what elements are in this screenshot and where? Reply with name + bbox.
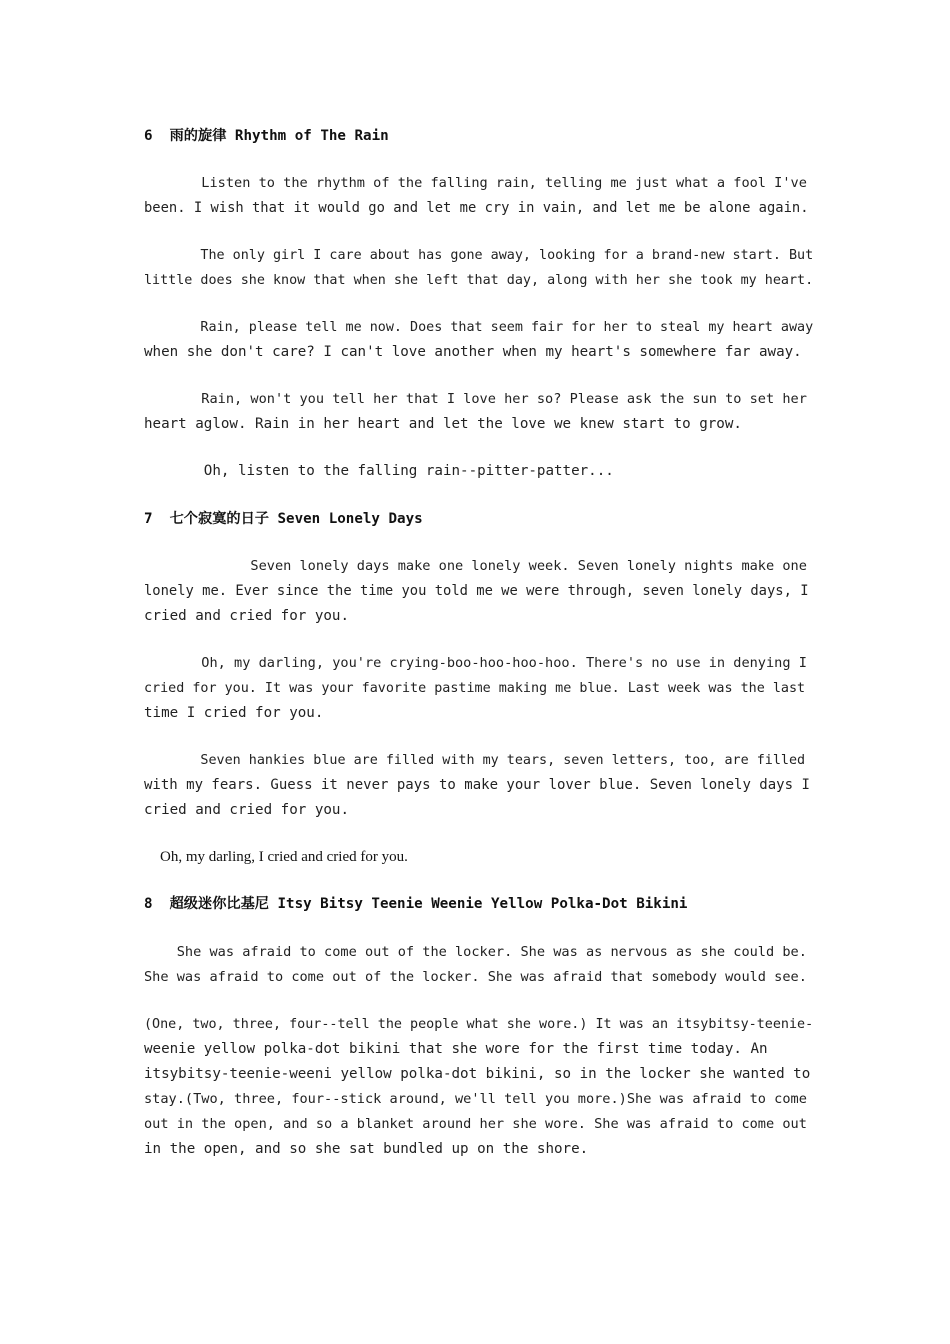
text-line: (One, two, three, four--tell the people what she wore.) It was an itsybitsy-teenie- [144, 1017, 814, 1032]
text-line: itsybitsy-teenie-weeni yellow polka-dot bikini, so in the locker she wanted to [144, 1066, 811, 1082]
text-line: with my fears. Guess it never pays to make your lover blue. Seven lonely days I [144, 777, 810, 793]
section-heading: 7 七个寂寞的日子 Seven Lonely Days [144, 511, 423, 527]
section-heading: 6 雨的旋律 Rhythm of The Rain [144, 128, 389, 144]
text-line: She was afraid to come out of the locker. She was afraid that somebody would see. [144, 969, 807, 985]
text-line: cried and cried for you. [144, 802, 349, 818]
section-heading: 8 超级迷你比基尼 Itsy Bitsy Teenie Weenie Yellow Polka-Dot Bikini [144, 896, 688, 912]
text-line: cried and cried for you. [144, 608, 349, 624]
text-line: Oh, my darling, I cried and cried for you. [160, 849, 408, 865]
text-line: stay.(Two, three, four--stick around, we'll tell you more.)She was afraid to come [144, 1091, 807, 1107]
text-line: Oh, listen to the falling rain--pitter-patter... [144, 463, 614, 479]
text-line: She was afraid to come out of the locker. She was as nervous as she could be. [144, 944, 807, 960]
text-line: been. I wish that it would go and let me cry in vain, and let me be alone again. [144, 200, 809, 216]
text-line: lonely me. Ever since the time you told me we were through, seven lonely days, I [144, 583, 809, 599]
text-line: The only girl I care about has gone away, looking for a brand-new start. But [144, 248, 814, 263]
text-line: little does she know that when she left that day, along with her she took my heart. [144, 273, 814, 288]
text-line: weenie yellow polka-dot bikini that she wore for the first time today. An [144, 1041, 768, 1057]
text-line: in the open, and so she sat bundled up on the shore. [144, 1141, 589, 1157]
text-line: Seven lonely days make one lonely week. Seven lonely nights make one [144, 558, 807, 574]
text-line: when she don't care? I can't love another when my heart's somewhere far away. [144, 344, 802, 360]
text-line: out in the open, and so a blanket around her she wore. She was afraid to come out [144, 1116, 807, 1132]
text-line: Listen to the rhythm of the falling rain, telling me just what a fool I've [144, 175, 807, 191]
text-line: time I cried for you. [144, 705, 324, 721]
text-line: heart aglow. Rain in her heart and let the love we knew start to grow. [144, 416, 742, 432]
text-line: Seven hankies blue are filled with my tears, seven letters, too, are filled [144, 753, 806, 768]
text-line: Rain, won't you tell her that I love her so? Please ask the sun to set her [144, 391, 807, 407]
text-line: Rain, please tell me now. Does that seem fair for her to steal my heart away [144, 320, 814, 335]
text-line: Oh, my darling, you're crying-boo-hoo-hoo-hoo. There's no use in denying I [144, 655, 807, 671]
text-line: cried for you. It was your favorite pastime making me blue. Last week was the last [144, 681, 806, 696]
